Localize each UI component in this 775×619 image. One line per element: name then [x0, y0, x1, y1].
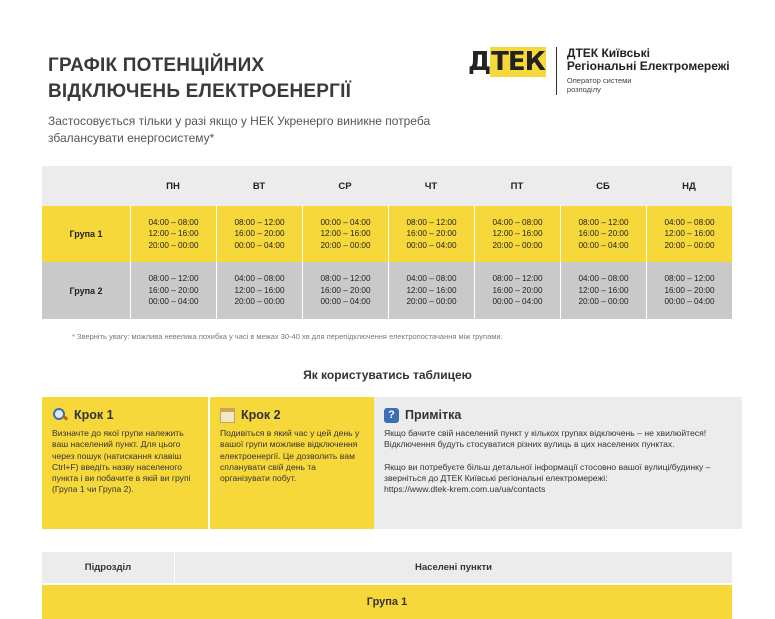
time-slot: 16:00 – 20:00 — [406, 229, 457, 239]
time-slot: 00:00 – 04:00 — [492, 297, 543, 307]
time-slot: 12:00 – 16:00 — [234, 285, 285, 295]
calendar-icon — [220, 408, 235, 423]
time-slot: 04:00 – 08:00 — [664, 217, 715, 227]
schedule-table — [42, 166, 732, 319]
time-slot: 16:00 – 20:00 — [578, 229, 629, 239]
group-1-row — [42, 206, 732, 262]
group-1-wed — [302, 206, 388, 262]
column-header-settlements: Населені пункти — [415, 562, 492, 573]
group-2-label: Група 2 — [69, 285, 103, 296]
time-slot: 00:00 – 04:00 — [406, 240, 457, 250]
schedule-header-empty — [42, 166, 130, 206]
time-slot: 12:00 – 16:00 — [320, 229, 371, 239]
time-slot: 00:00 – 04:00 — [320, 297, 371, 307]
time-slot: 08:00 – 12:00 — [492, 274, 543, 284]
time-slot: 00:00 – 04:00 — [234, 240, 285, 250]
step-2-box — [210, 397, 374, 529]
time-slot: 12:00 – 16:00 — [148, 229, 199, 239]
time-slot: 08:00 – 12:00 — [234, 217, 285, 227]
time-slot: 08:00 – 12:00 — [406, 217, 457, 227]
group-1-thu — [388, 206, 474, 262]
logo-name-line-2: Регіональні Електромережі — [566, 59, 730, 73]
time-slot: 08:00 – 12:00 — [578, 217, 629, 227]
logo-sub-text — [567, 76, 730, 94]
time-slot: 20:00 – 00:00 — [492, 240, 543, 250]
time-slot: 20:00 – 00:00 — [406, 297, 457, 307]
group-2-sun — [646, 262, 732, 319]
time-slot: 12:00 – 16:00 — [664, 229, 715, 239]
time-slot: 00:00 – 04:00 — [148, 297, 199, 307]
day-header-sun: НД — [682, 181, 696, 193]
group-1-label: Група 1 — [69, 229, 103, 239]
time-slot: 16:00 – 20:00 — [234, 229, 285, 239]
logo-text — [557, 47, 730, 94]
title-line-1: ГРАФІК ПОТЕНЦІЙНИХ — [48, 55, 265, 76]
dtek-logo-mark — [468, 47, 557, 95]
time-slot: 04:00 – 08:00 — [406, 274, 457, 284]
step-1-box — [42, 397, 208, 529]
note-box — [374, 397, 742, 529]
note-text-1: Якщо бачите свій населений пункт у кількох групах відключень – не хвилюйтеся! Відключення будуть стосуватися різних вулиць в цих населених пунктах. — [384, 428, 707, 450]
group-2-fri — [474, 262, 560, 319]
day-header-mon: ПН — [166, 181, 180, 193]
time-slot: 16:00 – 20:00 — [148, 285, 199, 295]
time-slot: 12:00 – 16:00 — [492, 229, 543, 239]
logo-sub-line-2: розподілу — [566, 85, 601, 94]
note-header — [384, 405, 732, 425]
step-2-label: Крок 2 — [241, 408, 281, 422]
step-1-header — [52, 405, 198, 425]
day-header-fri: ПТ — [510, 181, 524, 193]
time-slot: 16:00 – 20:00 — [320, 285, 371, 295]
step-1-text: Визначте до якої групи належить ваш населений пункт. Для цього через пошук (натискання клавіш Ctrl+F) введіть назву населеного пункта і ви побачите в якій ви групі (Група 1 чи Група 2). — [52, 428, 191, 495]
contacts-link[interactable]: https://www.dtek-krem.com.ua/ua/contacts — [384, 484, 546, 495]
group-1-section-header: Група 1 — [42, 585, 732, 619]
time-slot: 08:00 – 12:00 — [664, 274, 715, 284]
time-slot: 00:00 – 04:00 — [578, 240, 629, 250]
day-header-sat: СБ — [596, 181, 610, 193]
step-1-label: Крок 1 — [74, 408, 114, 422]
group-1-mon — [130, 206, 216, 262]
column-header-subdivision: Підрозділ — [42, 552, 175, 583]
settlements-header-row — [42, 552, 732, 583]
settlements-table — [42, 552, 732, 619]
time-slot: 04:00 – 08:00 — [234, 274, 285, 284]
question-icon: ? — [384, 408, 399, 423]
time-slot: 20:00 – 00:00 — [148, 240, 199, 250]
group-1-sun — [646, 206, 732, 262]
dtek-logo — [468, 47, 730, 95]
time-slot: 16:00 – 20:00 — [492, 285, 543, 295]
time-slot: 08:00 – 12:00 — [148, 274, 199, 284]
step-2-text: Подивіться в який час у цей день у вашої групи можливе відключення електроенергії. Це дозволить вам спланувати свій день та організувати побут. — [220, 428, 360, 484]
time-slot: 12:00 – 16:00 — [406, 285, 457, 295]
time-slot: 00:00 – 04:00 — [664, 297, 715, 307]
time-slot: 12:00 – 16:00 — [578, 285, 629, 295]
time-slot: 20:00 – 00:00 — [234, 297, 285, 307]
group-1-sat — [560, 206, 646, 262]
time-slot: 04:00 – 08:00 — [492, 217, 543, 227]
logo-sub-line-1: Оператор системи — [566, 76, 632, 85]
magnifier-icon — [52, 407, 68, 423]
time-slot: 04:00 – 08:00 — [148, 217, 199, 227]
time-slot: 04:00 – 08:00 — [578, 274, 629, 284]
group-1-tue — [216, 206, 302, 262]
schedule-footnote: * Зверніть увагу: можлива невелика похибка у часі в межах 30-40 хв для перепідключення електропостачання між групами. — [72, 332, 503, 341]
group-2-thu — [388, 262, 474, 319]
schedule-header-row — [42, 166, 732, 206]
group-2-sat — [560, 262, 646, 319]
note-label: Примітка — [405, 408, 462, 422]
how-to-title: Як користуватись таблицею — [303, 368, 472, 382]
day-header-thu: ЧТ — [424, 181, 438, 193]
group-1-fri — [474, 206, 560, 262]
logo-mark-letter: Д — [468, 47, 491, 77]
step-2-header — [220, 405, 364, 425]
logo-mark-rest: ТЕК — [491, 47, 545, 77]
time-slot: 20:00 – 00:00 — [664, 240, 715, 250]
page-title — [48, 53, 351, 105]
time-slot: 00:00 – 04:00 — [320, 217, 371, 227]
day-header-wed: СР — [338, 181, 352, 193]
group-2-wed — [302, 262, 388, 319]
title-line-2: ВІДКЛЮЧЕНЬ ЕЛЕКТРОЕНЕРГІЇ — [48, 81, 352, 102]
page-subtitle: Застосовується тільки у разі якщо у НЕК Укренерго виникне потреба збалансувати енергосистему* — [48, 114, 431, 145]
time-slot: 08:00 – 12:00 — [320, 274, 371, 284]
time-slot: 20:00 – 00:00 — [320, 240, 371, 250]
group-2-row — [42, 262, 732, 319]
time-slot: 16:00 – 20:00 — [664, 285, 715, 295]
day-header-tue: ВТ — [252, 181, 266, 193]
group-2-tue — [216, 262, 302, 319]
time-slot: 20:00 – 00:00 — [578, 297, 629, 307]
group-2-mon — [130, 262, 216, 319]
note-text-2: Якщо ви потребуєте більш детальної інформації стосовно вашої вулиці/будинку – зверніться до ДТЕК Київські регіональні електромережі: — [384, 461, 711, 483]
logo-name-line-1: ДТЕК Київські — [566, 46, 650, 60]
